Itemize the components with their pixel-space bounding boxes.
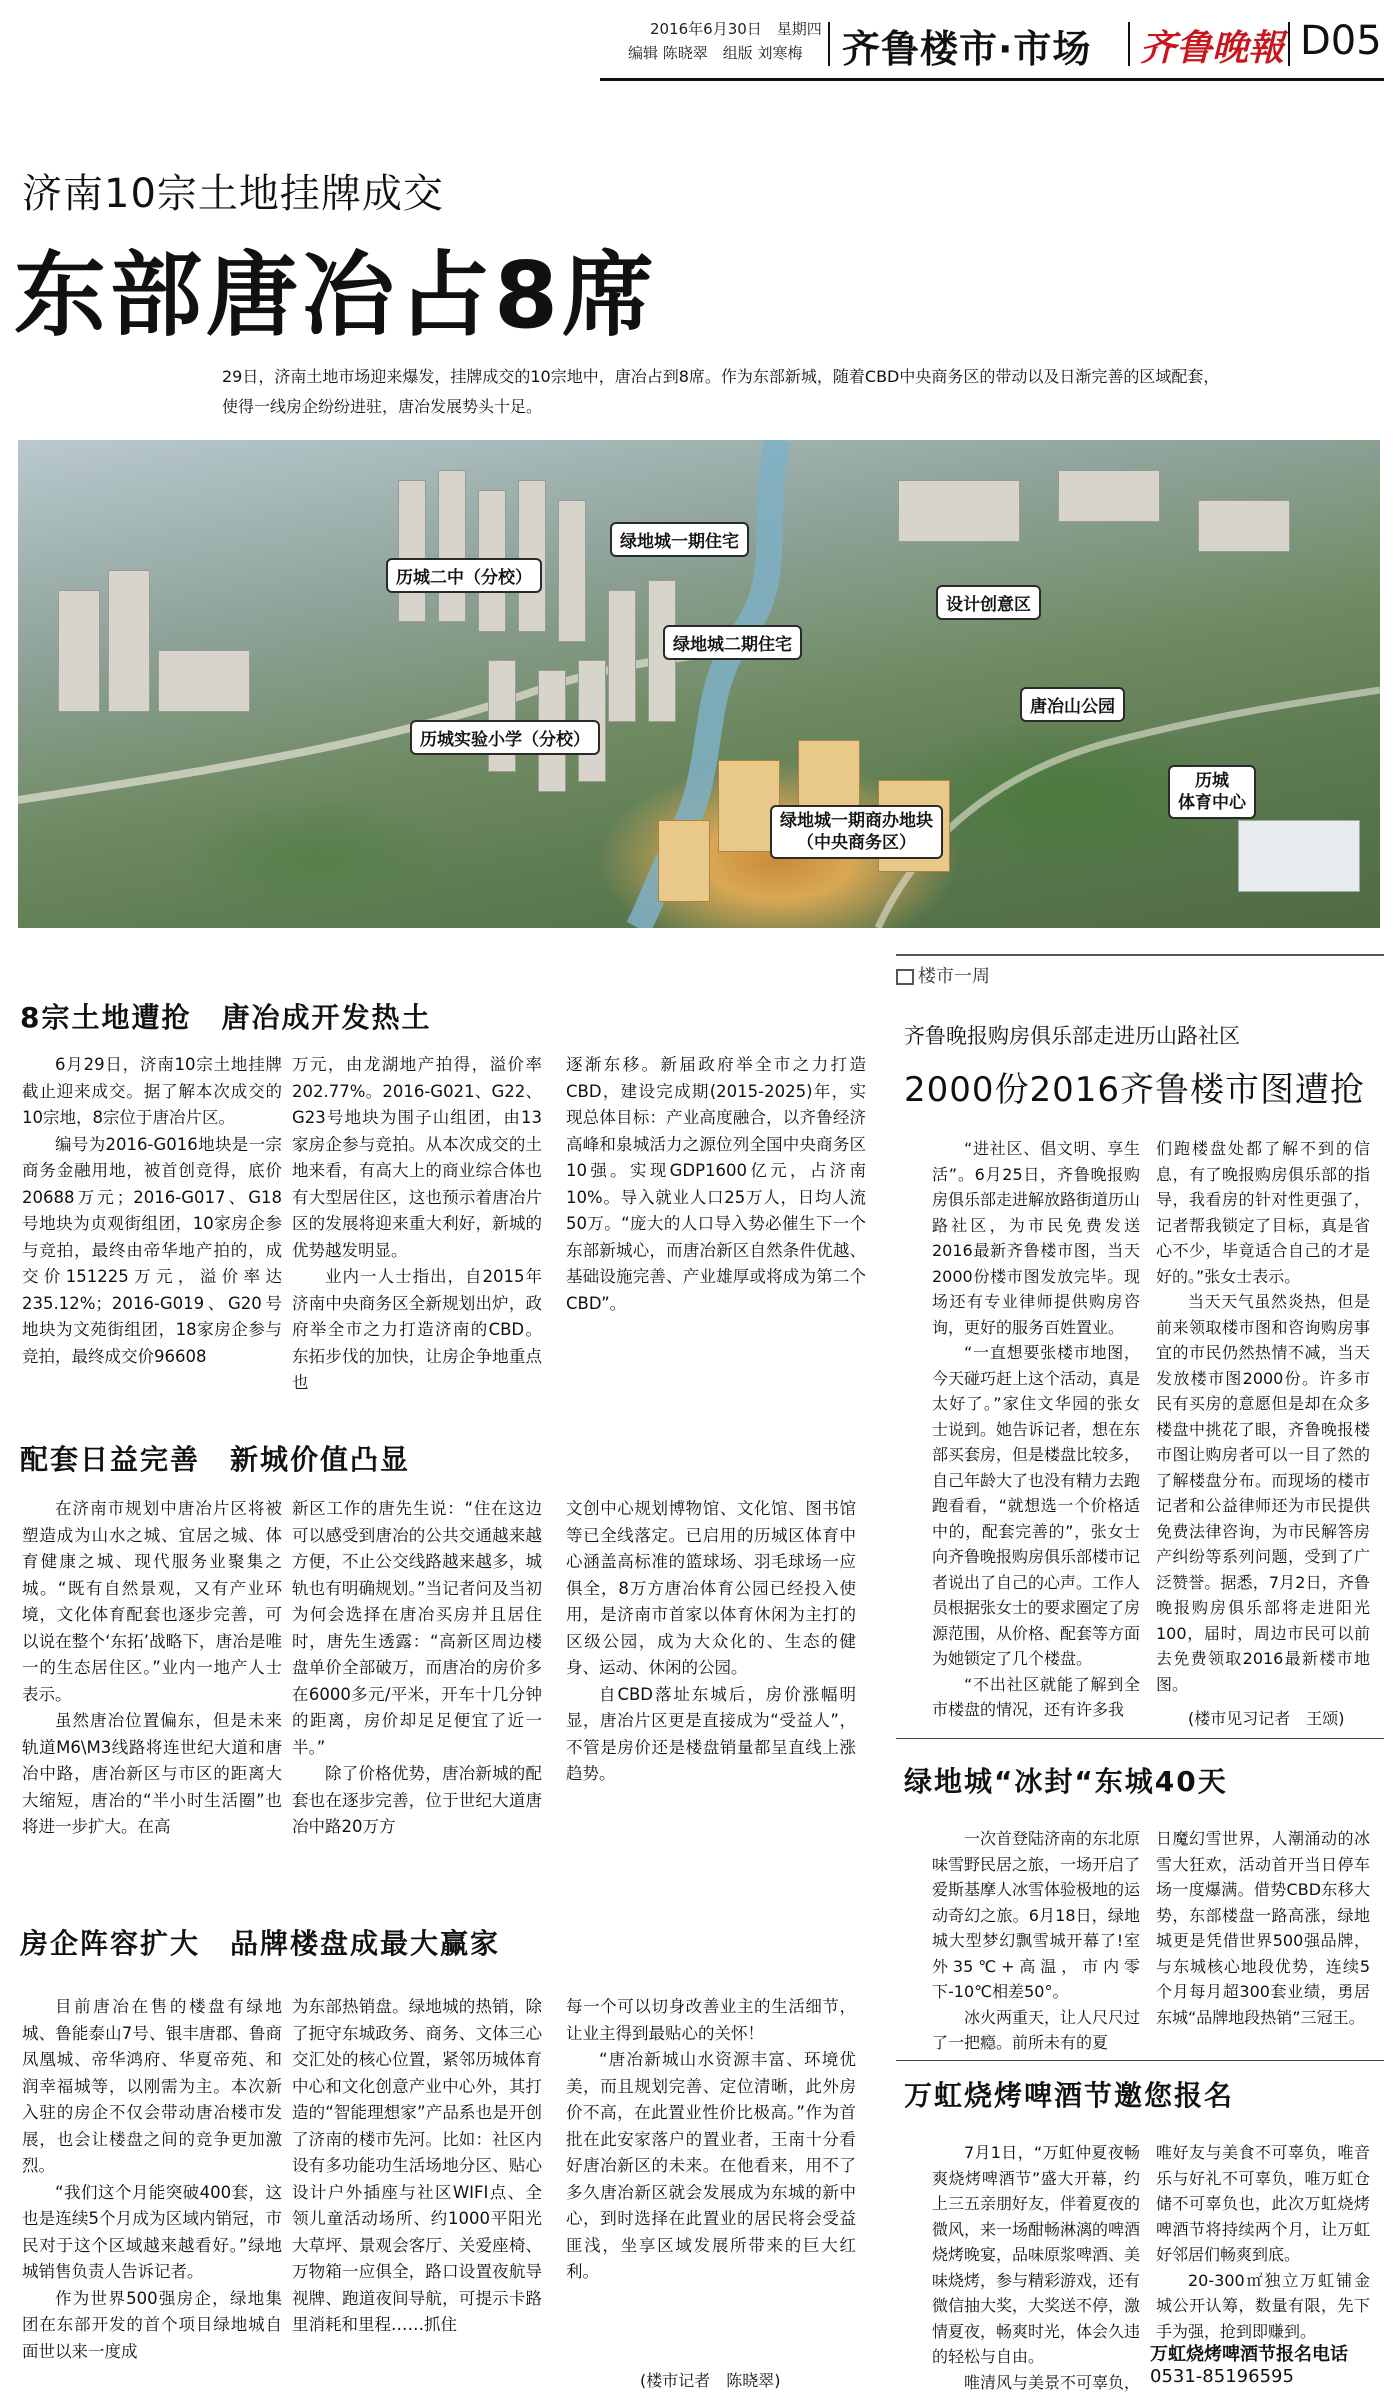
week-story1-heading: 2000份2016齐鲁楼市图遭抢 <box>904 1070 1366 1110</box>
headline-title: 东部唐冶占8席 <box>14 242 659 349</box>
article3-heading: 房企阵容扩大 品牌楼盘成最大赢家 <box>20 1927 501 1960</box>
map-label-sports-line1: 历城 <box>1195 771 1229 791</box>
week-story2-col2 <box>1156 1826 1370 2030</box>
masthead-divider <box>1128 22 1130 66</box>
week-story3-footer-label: 万虹烧烤啤酒节报名电话 <box>1150 2344 1348 2365</box>
headline-kicker: 济南10宗土地挂牌成交 <box>22 171 444 217</box>
paragraph: 逐渐东移。新届政府举全市之力打造CBD，建设完成期(2015-2025)年，实现总体目标：产业高度融合，以齐鲁经济高峰和泉城活力之源位列全国中央商务区10强。实现GDP1600亿元，占济南10%。导入就业人口25万人，日均人流50万。“庞大的人口导入势必催生下一个东部新城心，而唐冶新区自然条件优越、基础设施完善、产业雄厚或将成为第二个CBD”。 <box>566 1055 866 1313</box>
paragraph: 当天天气虽然炎热，但是前来领取楼市图和咨询购房事宜的市民仍然热情不减，当天发放楼市图2000份。许多市民有买房的意愿但是却在众多楼盘中挑花了眼，齐鲁晚报楼市图让购房者可以一目了然的了解楼盘分布。而现场的楼市记者和公益律师还为市民提供免费法律咨询，为市民解答房产纠纷等系列问题，受到了广泛赞誉。据悉，7月2日，齐鲁晚报购房俱乐部将走进阳光100，届时，周边市民可以前去免费领取2016最新楼市地图。 <box>1156 1292 1370 1694</box>
paragraph: “一直想要张楼市地图，今天碰巧赶上这个活动，真是太好了。”家住文华园的张女士说到。她告诉记者，想在东部买套房，但是楼盘比较多，自己年龄大了也没有精力去跑跑看看，“就想选一个价格适中的，配套完善的”，张女士向齐鲁晚报购房俱乐部楼市记者说出了自己的心声。工作人员根据张女士的要求圈定了房源范围，从价格、配套等方面为她锁定了几个楼盘。 <box>932 1343 1141 1668</box>
map-label-tangye-park: 唐冶山公园 <box>1020 687 1125 722</box>
map-label-cbd <box>770 805 943 859</box>
divider <box>896 1738 1384 1739</box>
square-icon <box>896 969 914 985</box>
week-story3-col2 <box>1156 2140 1370 2344</box>
article1-col1 <box>22 1052 282 1370</box>
week-story3-col1 <box>932 2140 1140 2395</box>
paragraph: 文创中心规划博物馆、文化馆、图书馆等已全线落定。已启用的历城区体育中心涵盖高标准的篮球场、羽毛球场一应俱全，8万方唐冶体育公园已经投入使用，是济南市首家以体育休闲为主打的区级公园，成为大众化的、生态的健身、运动、休闲的公园。 <box>566 1499 856 1677</box>
article2-col2 <box>292 1496 542 1841</box>
map-label-design-zone: 设计创意区 <box>936 585 1041 620</box>
week-story1-col1 <box>932 1136 1140 1723</box>
article1-col3 <box>566 1052 866 1317</box>
paragraph: 们跑楼盘处都了解不到的信息，有了晚报购房俱乐部的指导，我看房的针对性更强了，记者帮我锁定了目标，真是省心不少，毕竟适合自己的才是好的。”张女士表示。 <box>1156 1139 1370 1286</box>
week-label <box>896 962 990 988</box>
article3-col3 <box>566 1994 856 2286</box>
week-story1-byline: (楼市见习记者 王颂) <box>1188 1709 1345 1728</box>
week-story1-kicker: 齐鲁晚报购房俱乐部走进历山路社区 <box>904 1024 1240 1048</box>
masthead-editor: 编辑 陈晓翠 组版 刘寒梅 <box>628 44 803 62</box>
paragraph: 编号为2016-G016地块是一宗商务金融用地，被首创竞得，底价20688万元；2016-G017、G18号地块为贞观街组团，10家房企参与竞拍，最终由帝华地产拍的，成交价151225万元，溢价率达235.12%；2016-G019、G20号地块为文苑街组团，18家房企参与竞拍，最终成交价96608 <box>22 1134 282 1366</box>
map-label-cbd-line1: 绿地城一期商办地块 <box>780 811 933 831</box>
map-label-green-phase1: 绿地城一期住宅 <box>610 522 749 557</box>
article1-col2 <box>292 1052 542 1397</box>
article3-byline: (楼市记者 陈晓翠) <box>640 2371 781 2390</box>
masthead-divider <box>1288 22 1290 66</box>
week-story2-heading: 绿地城“冰封“东城40天 <box>904 1765 1228 1798</box>
divider <box>896 2060 1384 2061</box>
paragraph: 唯清风与美景不可辜负， <box>964 2372 1141 2392</box>
week-story3-heading: 万虹烧烤啤酒节邀您报名 <box>904 2079 1235 2112</box>
paragraph: 每一个可以切身改善业主的生活细节，让业主得到最贴心的关怀！ <box>566 1997 856 2043</box>
paragraph: 目前唐冶在售的楼盘有绿地城、鲁能泰山7号、银丰唐郡、鲁商凤凰城、帝华鸿府、华夏帝苑、和润幸福城等，以刚需为主。本次新入驻的房企不仅会带动唐冶楼市发展，也会让楼盘之间的竞争更加激烈。 <box>22 1997 282 2175</box>
masthead-rule <box>600 78 1384 81</box>
week-story1-col2 <box>1156 1136 1370 1697</box>
article3-col1 <box>22 1994 282 2365</box>
paragraph: 冰火两重天，让人尺尺过了一把瘾。前所未有的夏 <box>932 2007 1141 2052</box>
article1-heading: 8宗土地遭抢 唐冶成开发热土 <box>20 1001 432 1034</box>
paragraph: 自CBD落址东城后，房价涨幅明显，唐冶片区更是直接成为“受益人”，不管是房价还是楼盘销量都呈直线上涨趋势。 <box>566 1684 856 1783</box>
masthead-divider <box>828 22 830 66</box>
paragraph: 作为世界500强房企，绿地集团在东部开发的首个项目绿地城自面世以来一度成 <box>22 2288 282 2361</box>
week-story2-col1 <box>932 1826 1140 2056</box>
aerial-rendering <box>18 440 1380 928</box>
map-label-licheng-no2-school: 历城二中（分校） <box>386 558 542 593</box>
newspaper-logo: 齐鲁晚報 <box>1140 27 1285 69</box>
map-label-green-phase2: 绿地城二期住宅 <box>663 625 802 660</box>
section-title: 齐鲁楼市·市场 <box>842 27 1092 71</box>
page-number: D05 <box>1300 18 1382 64</box>
map-label-cbd-line2: （中央商务区） <box>797 833 916 853</box>
paragraph: 虽然唐冶位置偏东，但是未来轨道M6\M3线路将连世纪大道和唐冶中路，唐冶新区与市区的距离大大缩短，唐冶的“半小时生活圈”也将进一步扩大。在高 <box>22 1711 282 1836</box>
paragraph: 唯好友与美食不可辜负，唯音乐与好礼不可辜负，唯万虹仓储不可辜负也，此次万虹烧烤啤酒节将持续两个月，让万虹好邻居们畅爽到底。 <box>1156 2143 1370 2264</box>
paragraph: “不出社区就能了解到全市楼盘的情况，还有许多我 <box>932 1674 1140 1719</box>
masthead-date: 2016年6月30日 星期四 <box>650 20 822 38</box>
paragraph: 除了价格优势，唐冶新城的配套也在逐步完善，位于世纪大道唐冶中路20万方 <box>292 1764 542 1836</box>
paragraph: 新区工作的唐先生说：“住在这边可以感受到唐冶的公共交通越来越方便，不止公交线路越来越多，城轨也有明确规划。”当记者问及当初为何会选择在唐冶买房并且居住时，唐先生透露：“高新区周边楼盘单价全部破万，而唐冶的房价多在6000多元/平米，开车十几分钟的距离，房价却足足便宜了近一半。” <box>292 1499 542 1757</box>
paragraph: 业内一人士指出，自2015年济南中央商务区全新规划出炉，政府举全市之力打造济南的CBD。东拓步伐的加快，让房企争地重点也 <box>292 1267 542 1392</box>
paragraph: 为东部热销盘。绿地城的热销，除了扼守东城政务、商务、文体三心交汇处的核心位置，紧邻历城体育中心和文化创意产业中心外，其打造的“智能理想家”产品系也是开创了济南的楼市先河。比如：社区内设有多功能功生活场地分区、贴心设计户外插座与社区WIFI点、全领儿童活动场所、约1000平阳光大草坪、景观会客厅、关爱座椅、万物箱一应俱全，路口设置夜航导视牌、跑道夜间导航，可提示卡路里消耗和里程……抓住 <box>292 1997 542 2334</box>
paragraph: “我们这个月能突破400套，这也是连续5个月成为区域内销冠，市民对于这个区域越来越看好。”绿地城销售负责人告诉记者。 <box>22 2182 282 2281</box>
article3-col2 <box>292 1994 542 2339</box>
paragraph: 6月29日，济南10宗土地挂牌截止迎来成交。据了解本次成交的10宗地，8宗位于唐冶片区。 <box>22 1055 282 1127</box>
paragraph: 在济南市规划中唐冶片区将被塑造成为山水之城、宜居之城、体育健康之城、现代服务业聚集之城。“既有自然景观，又有产业环境，文化体育配套也逐步完善，可以说在整个‘东拓’战略下，唐冶是唯一的生态居住区。”业内一地产人士表示。 <box>22 1499 282 1704</box>
paragraph: 20-300㎡独立万虹铺金城公开认筹，数量有限，先下手为强，抢到即赚到。 <box>1156 2270 1370 2341</box>
map-label-primary-school: 历城实验小学（分校） <box>410 720 600 755</box>
article2-col3 <box>566 1496 856 1788</box>
paragraph: “进社区、倡文明、享生活”。6月25日，齐鲁晚报购房俱乐部走进解放路街道历山路社区，为市民免费发送2016最新齐鲁楼市图，当天2000份楼市图发放完毕。现场还有专业律师提供购房咨询，更好的服务百姓置业。 <box>932 1139 1141 1337</box>
article2-col1 <box>22 1496 282 1841</box>
week-story3-footer-phone: 0531-85196595 <box>1150 2366 1294 2387</box>
paragraph: 一次首登陆济南的东北原味雪野民居之旅，一场开启了爱斯基摩人冰雪体验极地的运动奇幻之旅。6月18日，绿地城大型梦幻飘雪城开幕了!室外35℃+高温，市内零下-10℃相差50°。 <box>932 1829 1141 2001</box>
paragraph: “唐冶新城山水资源丰富、环境优美，而且规划完善、定位清晰，此外房价不高，在此置业性价比极高。”作为首批在此安家落户的置业者，王南十分看好唐冶新区的未来。在他看来，用不了多久唐冶新区就会发展成为东城的新中心，到时选择在此置业的居民将会受益匪浅，坐享区域发展所带来的巨大红利。 <box>566 2050 856 2281</box>
map-label-sports-center <box>1168 765 1256 819</box>
article2-heading: 配套日益完善 新城价值凸显 <box>20 1443 411 1476</box>
headline-lead: 29日，济南土地市场迎来爆发，挂牌成交的10宗地中，唐冶占到8席。作为东部新城，随着CBD中央商务区的带动以及日渐完善的区域配套，使得一线房企纷纷进驻，唐冶发展势头十足。 <box>222 367 1220 416</box>
week-top-rule <box>896 954 1384 956</box>
week-label-text: 楼市一周 <box>918 966 990 987</box>
map-label-sports-line2: 体育中心 <box>1178 793 1246 813</box>
paragraph: 日魔幻雪世界，人潮涌动的冰雪大狂欢，活动首开当日停车场一度爆满。借势CBD东移大势，东部楼盘一路高涨，绿地城更是凭借世界500强品牌，与东城核心地段优势，连续5个月每月超300套业绩，勇居东城“品牌地段热销”三冠王。 <box>1156 1829 1370 2027</box>
paragraph: 万元，由龙湖地产拍得，溢价率202.77%。2016-G021、G22、G23号地块为围子山组团，由13家房企参与竞拍。从本次成交的土地来看，有高大上的商业综合体也有大型居住区，这也预示着唐冶片区的发展将迎来重大利好，新城的优势越发明显。 <box>292 1055 542 1260</box>
paragraph: 7月1日，“万虹仲夏夜畅爽烧烤啤酒节”盛大开幕，约上三五亲朋好友，伴着夏夜的微风，来一场酣畅淋漓的啤酒烧烤晚宴，品味原浆啤酒、美味烧烤，参与精彩游戏，还有微信抽大奖，大奖送不停，激情夏夜，畅爽时光，体会久违的轻松与自由。 <box>932 2143 1141 2366</box>
